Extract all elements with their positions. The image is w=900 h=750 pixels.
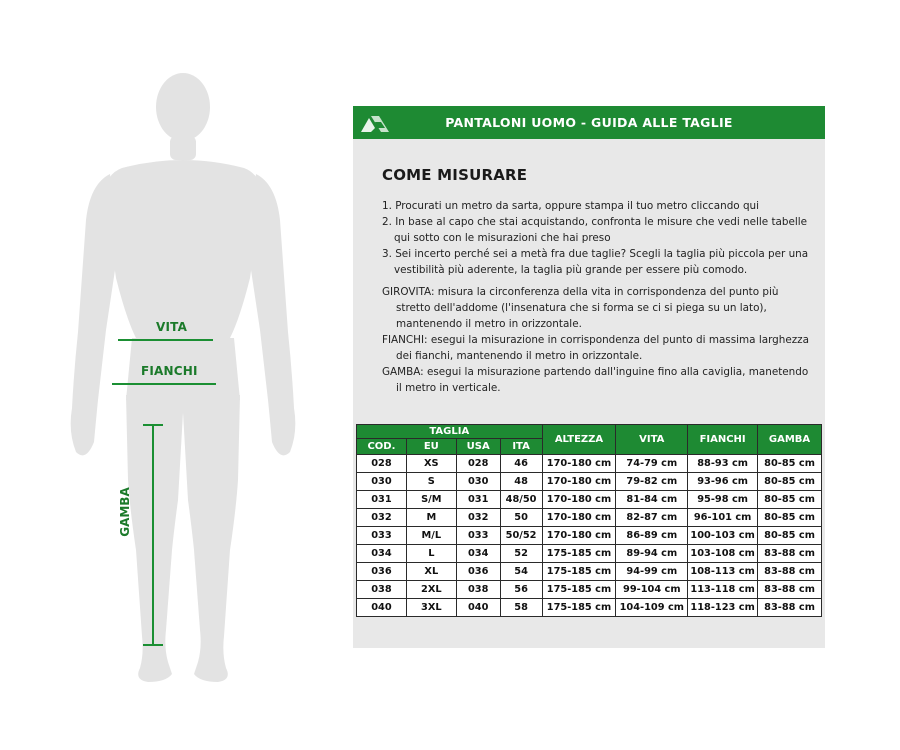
measure-definitions — [382, 284, 812, 396]
table-row — [357, 545, 822, 563]
table-cell: 030 — [456, 473, 500, 491]
table-cell: 175-185 cm — [542, 599, 616, 617]
table-cell: 81-84 cm — [616, 491, 688, 509]
table-cell: 031 — [456, 491, 500, 509]
table-cell: 028 — [357, 455, 407, 473]
size-table — [356, 424, 822, 617]
table-cell: 113-118 cm — [688, 581, 758, 599]
table-cell: 030 — [357, 473, 407, 491]
table-cell: 50 — [500, 509, 542, 527]
table-cell: XL — [406, 563, 456, 581]
table-cell: M — [406, 509, 456, 527]
gamba-label: GAMBA — [118, 487, 132, 537]
header-eu: EU — [406, 439, 456, 455]
table-cell: 170-180 cm — [542, 455, 616, 473]
brand-logo-icon — [359, 110, 393, 136]
table-row — [357, 563, 822, 581]
table-row — [357, 599, 822, 617]
table-cell: 036 — [456, 563, 500, 581]
table-cell: 170-180 cm — [542, 509, 616, 527]
table-cell: 79-82 cm — [616, 473, 688, 491]
table-row — [357, 455, 822, 473]
table-cell: 170-180 cm — [542, 491, 616, 509]
table-cell: 48 — [500, 473, 542, 491]
header-usa: USA — [456, 439, 500, 455]
table-cell: 80-85 cm — [758, 491, 822, 509]
table-cell: 80-85 cm — [758, 509, 822, 527]
table-cell: 80-85 cm — [758, 473, 822, 491]
table-row — [357, 581, 822, 599]
table-cell: 83-88 cm — [758, 599, 822, 617]
panel-header — [353, 106, 825, 139]
table-cell: 175-185 cm — [542, 545, 616, 563]
header-vita: VITA — [616, 425, 688, 455]
table-cell: 56 — [500, 581, 542, 599]
table-cell: 028 — [456, 455, 500, 473]
how-to-measure-title: COME MISURARE — [382, 166, 528, 184]
table-cell: 2XL — [406, 581, 456, 599]
header-altezza: ALTEZZA — [542, 425, 616, 455]
table-cell: 86-89 cm — [616, 527, 688, 545]
body-silhouette — [60, 70, 310, 690]
header-cod: COD. — [357, 439, 407, 455]
table-cell: 033 — [456, 527, 500, 545]
table-cell: 48/50 — [500, 491, 542, 509]
header-fianchi: FIANCHI — [688, 425, 758, 455]
table-cell: 96-101 cm — [688, 509, 758, 527]
table-cell: 46 — [500, 455, 542, 473]
definition-girovita: GIROVITA: misura la circonferenza della vita in corrispondenza del punto più stretto dell'addome (l'insenatura che si forma se ci si piega su un lato), mantenendo il metro in orizzontale. — [382, 286, 779, 330]
table-cell: L — [406, 545, 456, 563]
table-cell: 54 — [500, 563, 542, 581]
table-cell: XS — [406, 455, 456, 473]
step-1: 1. Procurati un metro da sarta, oppure stampa il tuo metro cliccando qui — [382, 200, 760, 212]
table-cell: 99-104 cm — [616, 581, 688, 599]
table-cell: 170-180 cm — [542, 527, 616, 545]
table-cell: 036 — [357, 563, 407, 581]
header-ita: ITA — [500, 439, 542, 455]
table-cell: 040 — [456, 599, 500, 617]
table-cell: 50/52 — [500, 527, 542, 545]
table-cell: 032 — [456, 509, 500, 527]
table-cell: 100-103 cm — [688, 527, 758, 545]
table-row — [357, 527, 822, 545]
header-taglia: TAGLIA — [357, 425, 543, 439]
table-cell: 104-109 cm — [616, 599, 688, 617]
table-cell: 034 — [357, 545, 407, 563]
table-cell: S/M — [406, 491, 456, 509]
fianchi-measure-line — [112, 383, 216, 385]
table-cell: 040 — [357, 599, 407, 617]
fianchi-label: FIANCHI — [141, 364, 198, 378]
table-cell: 80-85 cm — [758, 527, 822, 545]
table-cell: 83-88 cm — [758, 545, 822, 563]
table-cell: 74-79 cm — [616, 455, 688, 473]
table-cell: 83-88 cm — [758, 563, 822, 581]
table-cell: 118-123 cm — [688, 599, 758, 617]
size-guide-panel — [353, 106, 825, 648]
table-row — [357, 509, 822, 527]
table-cell: 52 — [500, 545, 542, 563]
table-cell: 93-96 cm — [688, 473, 758, 491]
table-row — [357, 473, 822, 491]
measure-steps — [382, 198, 812, 278]
table-cell: 80-85 cm — [758, 455, 822, 473]
step-3: 3. Sei incerto perché sei a metà fra due taglie? Scegli la taglia più piccola per una vestibilità più aderente, la taglia più grande per essere più comodo. — [382, 248, 809, 276]
table-cell: 170-180 cm — [542, 473, 616, 491]
gamba-measure-line — [152, 425, 154, 645]
table-cell: 83-88 cm — [758, 581, 822, 599]
table-cell: 031 — [357, 491, 407, 509]
table-cell: M/L — [406, 527, 456, 545]
table-cell: 88-93 cm — [688, 455, 758, 473]
header-gamba: GAMBA — [758, 425, 822, 455]
vita-label: VITA — [156, 320, 188, 334]
table-cell: S — [406, 473, 456, 491]
table-cell: 94-99 cm — [616, 563, 688, 581]
table-cell: 3XL — [406, 599, 456, 617]
table-cell: 89-94 cm — [616, 545, 688, 563]
definition-fianchi: FIANCHI: esegui la misurazione in corrispondenza del punto di massima larghezza dei fianchi, mantenendo il metro in orizzontale. — [382, 334, 810, 362]
vita-measure-line — [118, 339, 213, 341]
table-cell: 038 — [357, 581, 407, 599]
gamba-line-bottom-cap — [143, 644, 163, 646]
table-row — [357, 491, 822, 509]
panel-title: PANTALONI UOMO - GUIDA ALLE TAGLIE — [445, 115, 733, 130]
table-cell: 175-185 cm — [542, 563, 616, 581]
table-cell: 033 — [357, 527, 407, 545]
table-cell: 95-98 cm — [688, 491, 758, 509]
table-cell: 032 — [357, 509, 407, 527]
step-2: 2. In base al capo che stai acquistando, confronta le misure che vedi nelle tabelle qui sotto con le misurazioni che hai preso — [382, 216, 808, 244]
table-cell: 175-185 cm — [542, 581, 616, 599]
table-cell: 58 — [500, 599, 542, 617]
table-cell: 103-108 cm — [688, 545, 758, 563]
table-cell: 82-87 cm — [616, 509, 688, 527]
table-cell: 034 — [456, 545, 500, 563]
definition-gamba: GAMBA: esegui la misurazione partendo dall'inguine fino alla caviglia, manetendo il metro in verticale. — [382, 366, 809, 394]
table-cell: 108-113 cm — [688, 563, 758, 581]
table-cell: 038 — [456, 581, 500, 599]
